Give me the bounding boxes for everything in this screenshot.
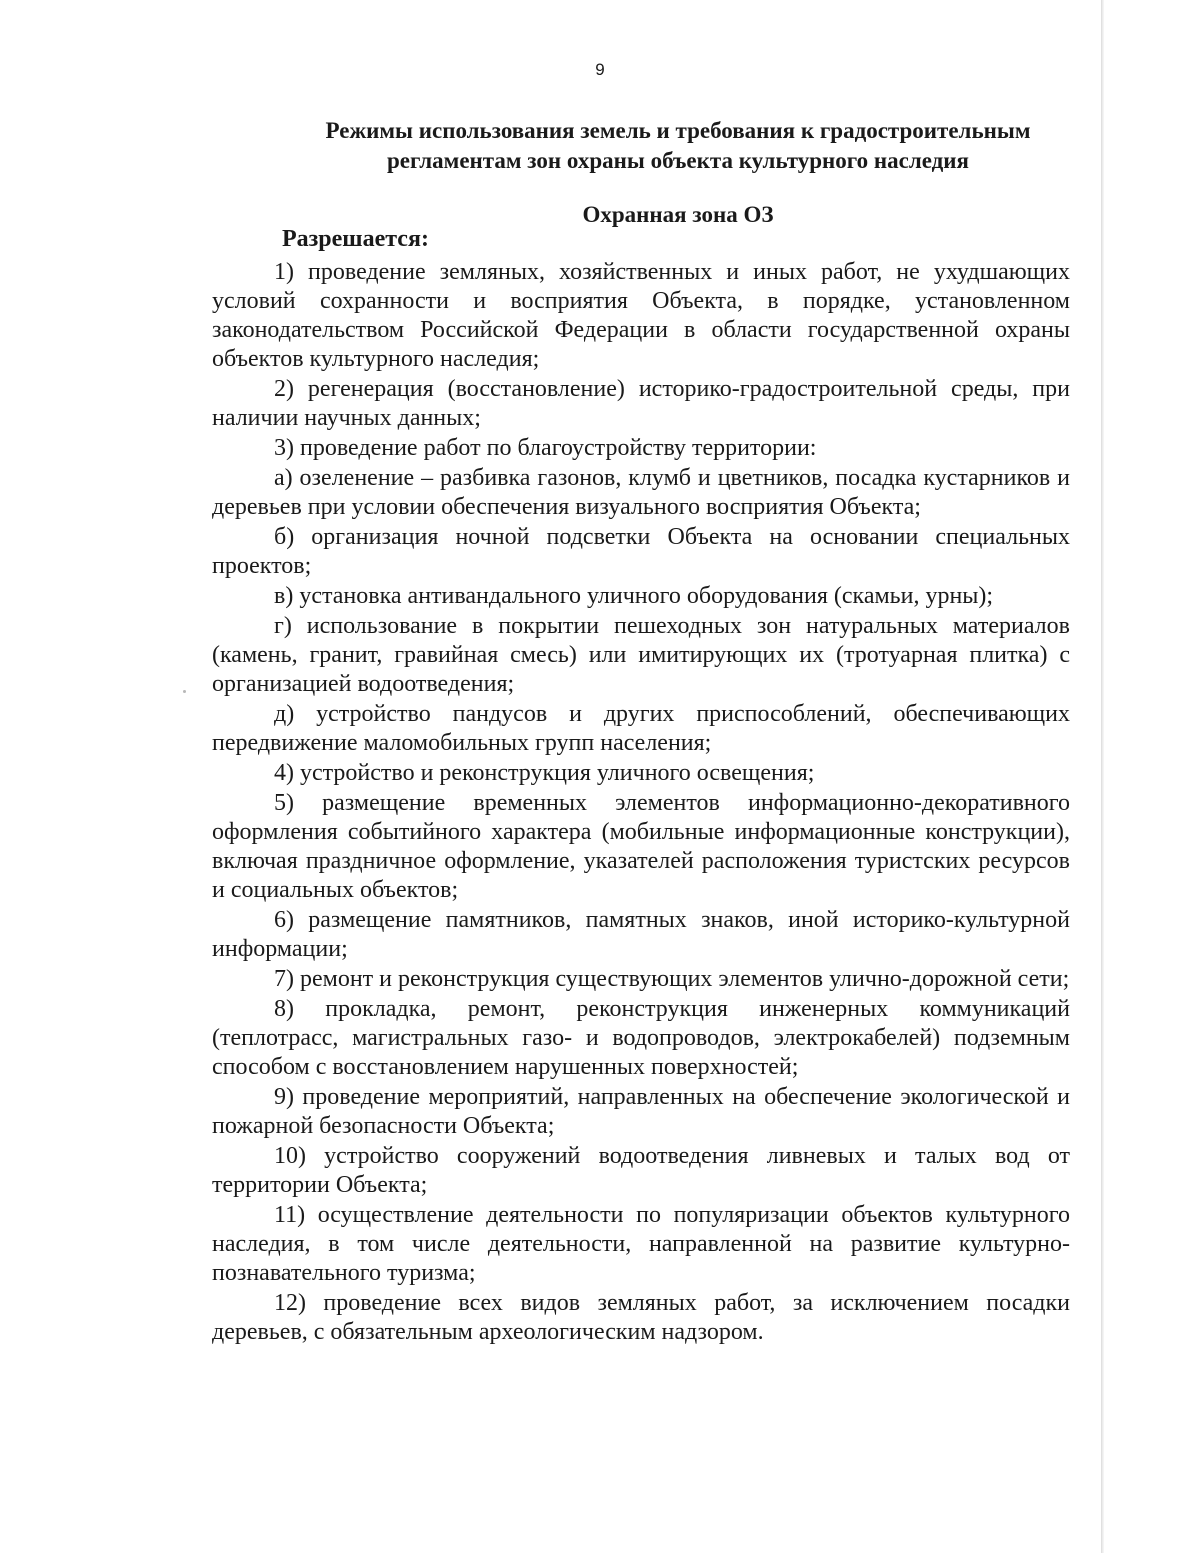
- paragraph-item-9: 9) проведение мероприятий, направленных на обеспечение экологической и пожарной безопасности Объекта;: [212, 1084, 1070, 1139]
- paragraph-item-10: 10) устройство сооружений водоотведения ливневых и талых вод от территории Объекта;: [212, 1143, 1070, 1198]
- paragraph-item-2: 2) регенерация (восстановление) историко-градостроительной среды, при наличии научных данных;: [212, 376, 1070, 431]
- paragraph-item-12: 12) проведение всех видов земляных работ, за исключением посадки деревьев, с обязательным археологическим надзором.: [212, 1290, 1070, 1345]
- document-title-line-1: Режимы использования земель и требования к градостроительным: [325, 118, 1031, 143]
- paragraph-item-3d: д) устройство пандусов и других приспособлений, обеспечивающих передвижение маломобильных групп населения;: [212, 701, 1070, 756]
- paragraph-item-3a: а) озеленение – разбивка газонов, клумб и цветников, посадка кустарников и деревьев при условии обеспечения визуального восприятия Объекта;: [212, 465, 1070, 520]
- paragraph-item-3b: б) организация ночной подсветки Объекта на основании специальных проектов;: [212, 524, 1070, 579]
- paragraph-item-3g: г) использование в покрытии пешеходных зон натуральных материалов (камень, гранит, гравийная смесь) или имитирующих их (тротуарная плитка) с организацией водоотведения;: [212, 613, 1070, 697]
- paragraph-item-11: 11) осуществление деятельности по популяризации объектов культурного наследия, в том числе деятельности, направленной на развитие культурно-познавательного туризма;: [212, 1202, 1070, 1286]
- paragraph-item-6: 6) размещение памятников, памятных знаков, иной историко-культурной информации;: [212, 907, 1070, 962]
- page-number: 9: [595, 60, 605, 79]
- paragraph-item-7: 7) ремонт и реконструкция существующих элементов улично-дорожной сети;: [274, 966, 1070, 992]
- zone-title: Охранная зона ОЗ: [582, 202, 774, 227]
- document-title-line-2: регламентам зон охраны объекта культурного наследия: [386, 148, 970, 173]
- paragraph-item-5: 5) размещение временных элементов информационно-декоративного оформления событийного характера (мобильные информационные конструкции), включая праздничное оформление, указателей расположения туристских ресурсов и социальных объектов;: [212, 790, 1070, 903]
- paragraph-item-4: 4) устройство и реконструкция уличного освещения;: [274, 760, 815, 786]
- paragraph-item-3: 3) проведение работ по благоустройству территории:: [274, 435, 817, 461]
- allowed-heading: Разрешается:: [282, 226, 429, 252]
- scan-speck: [183, 690, 186, 693]
- paragraph-item-3v: в) установка антивандального уличного оборудования (скамьи, урны);: [274, 583, 994, 609]
- paragraph-item-1: 1) проведение земляных, хозяйственных и иных работ, не ухудшающих условий сохранности и восприятия Объекта, в порядке, установленном законодательством Российской Федерации в области государственной охраны объектов культурного наследия;: [212, 259, 1070, 372]
- paragraph-item-8: 8) прокладка, ремонт, реконструкция инженерных коммуникаций (теплотрасс, магистральных газо- и водопроводов, электрокабелей) подземным способом с восстановлением нарушенных поверхностей;: [212, 996, 1070, 1080]
- document-title: [218, 116, 1138, 176]
- scan-edge-shadow: [1101, 0, 1104, 1553]
- document-body: [212, 258, 1070, 1348]
